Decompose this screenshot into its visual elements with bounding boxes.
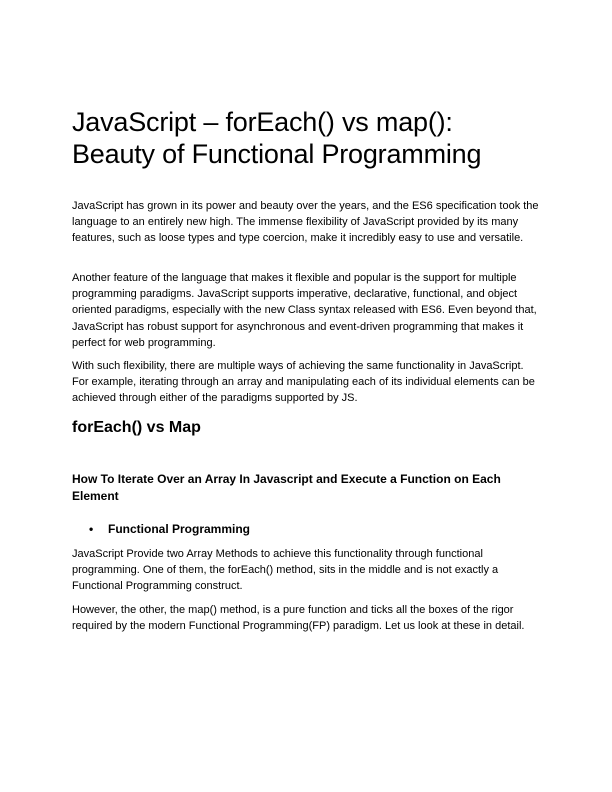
body-paragraph-2: However, the other, the map() method, is a pure function and ticks all the boxes of the rigor required by the modern Functional Programming(FP) paradigm. Let us look at these in detail.: [72, 604, 525, 633]
subsection-heading: How To Iterate Over an Array In Javascript and Execute a Function on Each Element: [72, 472, 501, 503]
page-title-line-1: JavaScript – forEach() vs map():: [72, 107, 453, 137]
page-title-line-2: Beauty of Functional Programming: [72, 139, 482, 169]
intro-paragraph-3: With such flexibility, there are multiple ways of achieving the same functionality in JavaScript. For example, iterating through an array and manipulating each of its individual elements can be achieved through either of the paradigms supported by JS.: [72, 360, 535, 405]
section-heading: forEach() vs Map: [72, 419, 201, 436]
page-title: [72, 106, 552, 170]
bullet-item: [89, 521, 250, 538]
bullet-symbol: •: [89, 522, 94, 536]
bullet-label: Functional Programming: [108, 522, 251, 536]
intro-paragraph-2: Another feature of the language that makes it flexible and popular is the support for multiple programming paradigms. JavaScript supports imperative, declarative, functional, and object oriented paradigms, especially with the new Class syntax released with ES6. Even beyond that, JavaScript has robust support for asynchronous and event-driven programming that makes it perfect for web programming.: [72, 272, 537, 349]
intro-paragraph-1: JavaScript has grown in its power and beauty over the years, and the ES6 specification took the language to an entirely new high. The immense flexibility of JavaScript provided by its many features, such as loose types and type coercion, make it incredibly easy to use and versatile.: [72, 200, 539, 245]
body-paragraph-1: JavaScript Provide two Array Methods to achieve this functionality through functional programming. One of them, the forEach() method, sits in the middle and is not exactly a Functional Programming construct.: [72, 548, 499, 593]
